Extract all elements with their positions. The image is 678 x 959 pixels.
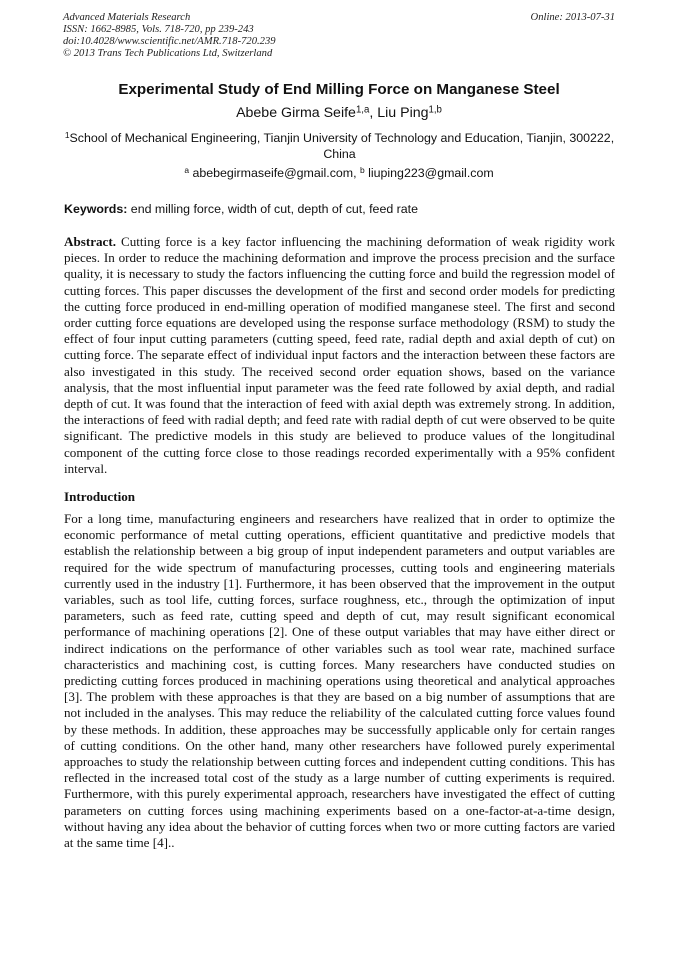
email-a-superscript: a [184,165,190,176]
affiliation [64,131,615,162]
doi-line: doi:10.4028/www.scientific.net/AMR.718-720.239 [63,36,276,47]
email-a: abebegirmaseife@gmail.com, [189,166,360,180]
author-line [0,104,678,122]
introduction-text: For a long time, manufacturing engineers and researchers have realized that in order to optimize the economic performance of metal cutting operations, efficient quantitative and predictive models that establish the relationship between a big group of input independent parameters and output variables are required for the wide spectrum of manufacturing processes, cutting tools and engineering materials currently used in the industry [1]. Furthermore, it has been observed that the improvement in the output variables, such as tool life, cutting forces, surface roughness, etc., through the optimization of input parameters, such as feed rate, cutting speed and depth of cut, may result significant economical performance of machining operations [2]. One of these output variables that may have either direct or indirect indications on the performance of other variables such as tool wear rate, machined surface characteristics and machining cost, is cutting forces. Many researchers have conducted studies on predicting cutting forces produced in machining operations using theoretical and analytical approaches [3]. The problem with these approaches is that they are based on a big number of assumptions that are not included in the analyses. This may reduce the reliability of the calculated cutting force values found by these methods. In addition, these approaches may be successfully applicable only for certain ranges of cutting conditions. On the other hand, many other researchers have followed purely experimental approaches to study the relationship between cutting forces and independent cutting conditions. This has reflected in the increased total cost of the study as a large number of cutting experiments is required. Furthermore, with this purely experimental approach, researchers have investigated the effect of cutting parameters on cutting forces using machining experiments based on a one-factor-at-a-time design, without having any idea about the behavior of cutting forces when two or more cutting factors are varied at the same time [4].. [64,511,615,851]
keywords-label: Keywords: [64,202,128,216]
author-separator: , [369,105,378,121]
abstract-text: Cutting force is a key factor influencing the machining deformation of weak rigidity work pieces. In order to reduce the machining deformation and improve the process precision and the surface quality, it is necessary to study the factors influencing the cutting force and build the regression model of cutting forces. This paper discusses the development of the first and second order models for predicting the cutting force produced in end-milling operation of modified manganese steel. The first and second order cutting force equations are developed using the response surface methodology (RSM) to study the effect of four input cutting parameters (cutting speed, feed rate, radial depth and axial depth of cut) on cutting force. The separate effect of individual input factors and the interaction between these factors are also investigated in this study. The received second order equation shows, based on the variance analysis, that the most influential input parameter was the feed rate followed by axial depth, and radial depth of cut. It was found that the interaction of feed with axial depth was extremely strong. In addition, the interactions of feed with radial depth; and feed rate with radial depth of cut were observed to be quite significant. The predictive models in this study are believed to produce values of the longitudinal component of the cutting force close to those readings recorded experimentally with a 95% confident interval. [64,234,615,476]
abstract [64,234,615,477]
online-date: Online: 2013-07-31 [530,12,615,23]
issn-line: ISSN: 1662-8985, Vols. 718-720, pp 239-243 [63,24,254,35]
email-b-superscript: b [360,165,365,176]
author-1-superscript: 1,a [355,104,370,116]
keywords-text: end milling force, width of cut, depth of cut, feed rate [127,202,419,216]
author-1: Abebe Girma Seife [236,105,356,121]
email-b: liuping223@gmail.com [364,166,494,180]
introduction-heading: Introduction [64,489,136,504]
author-2-superscript: 1,b [428,104,442,116]
copyright-line: © 2013 Trans Tech Publications Ltd, Switzerland [63,48,273,59]
keywords [64,202,615,217]
affiliation-text: School of Mechanical Engineering, Tianjin University of Technology and Education, Tianjin, 300222, China [69,131,615,161]
abstract-label: Abstract. [64,234,116,249]
journal-header [63,12,276,60]
affiliation-superscript: 1 [64,130,70,141]
paper-title: Experimental Study of End Milling Force on Manganese Steel [118,81,560,98]
journal-name: Advanced Materials Research [63,12,191,23]
author-2: Liu Ping [377,105,429,121]
email-line [0,166,678,181]
